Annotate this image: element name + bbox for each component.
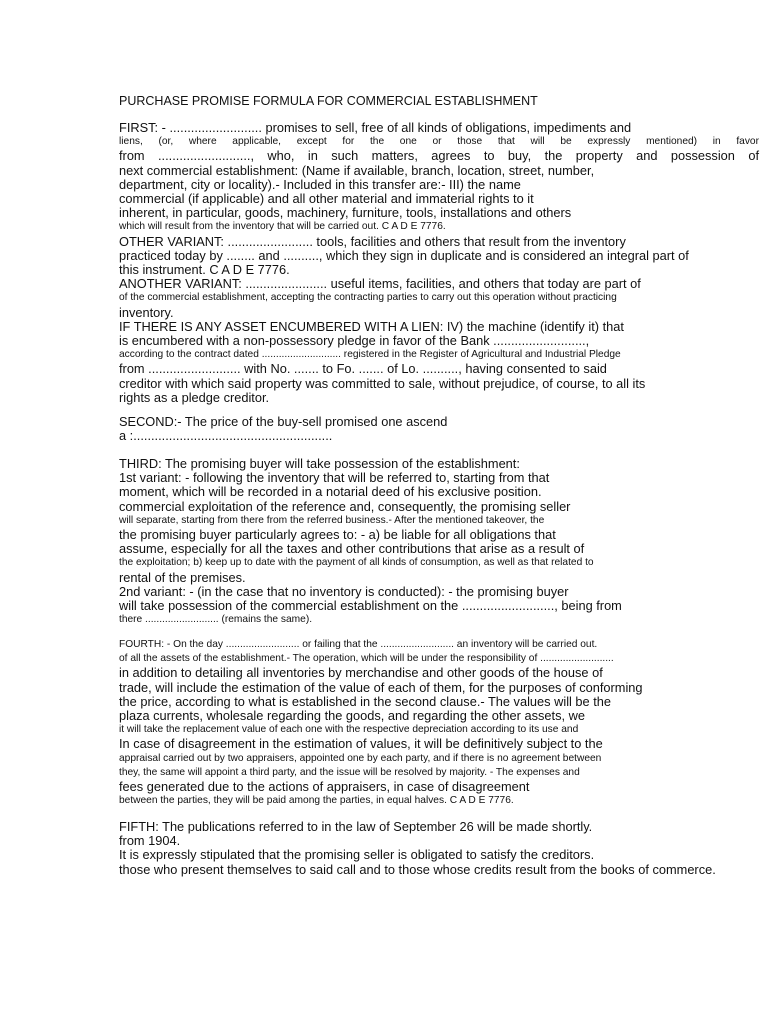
text-line: THIRD: The promising buyer will take possession of the establishment: [119,456,520,471]
text-line: inventory. [119,304,174,320]
text-line: FOURTH: - On the day .......................... or failing that the .......................... an inventory will be carried out. [119,639,598,650]
text-line: 2nd variant: - (in the case that no inventory is conducted): - the promising buyer [119,583,569,599]
text-line: in addition to detailing all inventories by merchandise and other goods of the house of [119,665,603,681]
text-line: a :........................................................ [119,428,333,444]
text-line: rights as a pledge creditor. [119,389,270,405]
text-line: SECOND:- The price of the buy-sell promised one ascend [119,414,448,429]
text-line: is encumbered with a non-possessory pledge in favor of the Bank .........................., [119,333,590,349]
text-line: the promising buyer particularly agrees to: - a) be liable for all obligations that [119,527,556,543]
text-line: the exploitation; b) keep up to date with the payment of all kinds of consumption, as well as that related to [119,557,594,569]
clause-third [119,457,759,627]
text-line: fees generated due to the actions of appraisers, in case of disagreement [119,779,530,795]
text-line: FIFTH: The publications referred to in the law of September 26 will be made shortly. [119,819,593,834]
text-line: liens, (or, where applicable, except for the one or those that will be expressly mentioned) in favor [119,136,759,148]
text-line: this instrument. C A D E 7776. [119,262,290,278]
text-line: department, city or locality).- Included in this transfer are:- III) the name [119,176,521,192]
clause-fifth [119,820,759,877]
text-line: 1st variant: - following the inventory that will be referred to, starting from that [119,470,550,486]
text-line: rental of the premises. [119,569,246,585]
text-line: of all the assets of the establishment.- The operation, which will be under the responsibility of .......................... [119,653,614,665]
clause-first [119,121,759,405]
text-line: In case of disagreement in the estimation of values, it will be definitively subject to the [119,736,603,752]
clause-fourth [119,638,759,808]
text-line: inherent, in particular, goods, machinery, furniture, tools, installations and others [119,205,572,221]
text-line: according to the contract dated ............................ registered in the Register of Agricultural and Industrial Pledge [119,349,621,361]
text-line: will separate, starting from there from the referred business.- After the mentioned takeover, the [119,514,545,526]
text-line: between the parties, they will be paid among the parties, in equal halves. C A D E 7776. [119,795,514,807]
text-line: will take possession of the commercial establishment on the .........................., being from [119,598,622,614]
text-line: creditor with which said property was committed to sale, without prejudice, of course, to all its [119,375,646,391]
text-line: which will result from the inventory that will be carried out. C A D E 7776. [119,221,446,233]
text-line: commercial exploitation of the reference and, consequently, the promising seller [119,498,571,514]
text-line: those who present themselves to said call and to those whose credits result from the books of commerce. [119,861,716,877]
text-line: appraisal carried out by two appraisers, appointed one by each party, and if there is no agreement between [119,752,602,764]
text-line: practiced today by ........ and .........., which they sign in duplicate and is considered an integral part of [119,247,689,263]
clause-second [119,415,759,443]
text-line: there .......................... (remains the same). [119,614,313,626]
text-line: commercial (if applicable) and all other material and immaterial rights to it [119,191,534,207]
text-line: moment, which will be recorded in a notarial deed of his exclusive position. [119,484,542,500]
text-line: OTHER VARIANT: ........................ tools, facilities and others that result from the inventory [119,233,626,249]
text-line: from 1904. [119,833,181,849]
text-line: they, the same will appoint a third party, and the issue will be resolved by majority. - The expenses and [119,766,580,778]
text-line: FIRST: - .......................... promises to sell, free of all kinds of obligations, impediments and [119,120,632,135]
text-line: of the commercial establishment, accepting the contracting parties to carry out this operation without practicing [119,292,617,304]
text-line: from .........................., who, in such matters, agrees to buy, the property and possession of [119,148,759,164]
text-line: it will take the replacement value of each one with the respective depreciation according to its use and [119,724,579,736]
text-line: from .......................... with No. ....... to Fo. ....... of Lo. .........., having consented to said [119,361,607,377]
text-line: the price, according to what is established in the second clause.- The values will be the [119,693,612,709]
text-line: It is expressly stipulated that the promising seller is obligated to satisfy the creditors. [119,847,595,863]
text-line: trade, will include the estimation of the value of each of them, for the purposes of conforming [119,679,643,695]
text-line: ANOTHER VARIANT: ....................... useful items, facilities, and others that today are part of [119,276,641,292]
text-line: next commercial establishment: (Name if available, branch, location, street, number, [119,162,595,178]
text-line: IF THERE IS ANY ASSET ENCUMBERED WITH A LIEN: IV) the machine (identify it) that [119,318,624,334]
document-title: PURCHASE PROMISE FORMULA FOR COMMERCIAL ESTABLISHMENT [119,94,538,108]
text-line: plaza currents, wholesale regarding the goods, and regarding the other assets, we [119,708,585,724]
text-line: assume, especially for all the taxes and other contributions that arise as a result of [119,541,585,557]
